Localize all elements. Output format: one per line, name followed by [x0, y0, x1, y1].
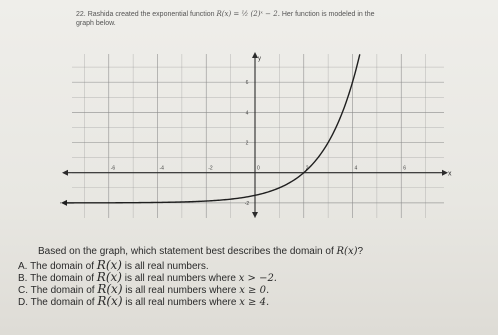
option-letter: D.	[18, 297, 28, 308]
question-end: ?	[357, 246, 364, 257]
option-rest: is all real numbers.	[124, 261, 209, 272]
curve-point	[303, 172, 304, 173]
problem-line2: graph below.	[76, 20, 116, 27]
option-fn: R(x)	[96, 258, 122, 272]
option-fn: R(x)	[96, 270, 122, 284]
option-c[interactable]	[18, 284, 277, 296]
x-tick-label: 2	[305, 165, 309, 172]
curve-point	[60, 202, 61, 203]
x-tick-label: -4	[159, 165, 164, 172]
curve-point	[108, 202, 109, 203]
problem-tail: Her function is modeled in the	[281, 11, 375, 18]
y-axis-label: y	[258, 56, 261, 62]
y-tick-label: -2	[244, 200, 250, 207]
x-tick-label: 0	[257, 165, 260, 172]
y-axis-arrow-bottom	[252, 212, 258, 218]
option-condition: x > −2.	[238, 273, 277, 284]
curve-arrow-left	[61, 200, 67, 206]
option-letter: C.	[18, 285, 28, 296]
x-axis-label: x	[448, 170, 452, 178]
curve-point	[352, 82, 353, 83]
question-body: Based on the graph, which statement best describes the domain of	[38, 246, 334, 257]
x-tick-label: -2	[208, 165, 213, 172]
problem-intro: Rashida created the exponential function	[87, 11, 215, 18]
curve-point	[254, 195, 255, 196]
question-text	[38, 246, 363, 257]
option-letter: B.	[18, 273, 28, 284]
curve-point	[157, 202, 158, 203]
option-condition: x ≥ 4.	[239, 297, 270, 308]
option-rest: is all real numbers where	[124, 273, 236, 284]
function-expression: R(x) = ½ (2)ˣ − 2.	[216, 10, 280, 18]
x-axis-arrow-left	[62, 170, 68, 176]
problem-prompt	[76, 10, 496, 28]
option-d[interactable]	[18, 296, 277, 308]
curve-point	[340, 117, 341, 118]
y-tick-label: 4	[245, 110, 249, 117]
option-text: The domain of	[30, 261, 94, 272]
question-target: R(x)	[336, 246, 358, 257]
option-text: The domain of	[30, 297, 95, 308]
x-tick-label: 6	[403, 165, 407, 172]
option-text: The domain of	[30, 285, 95, 296]
option-fn: R(x)	[97, 294, 123, 308]
option-text: The domain of	[30, 273, 94, 284]
y-tick-label: 6	[245, 80, 249, 87]
problem-number: 22.	[76, 11, 86, 18]
y-tick-label: 2	[245, 140, 249, 147]
option-rest: is all real numbers where	[125, 297, 237, 308]
x-tick-label: 4	[354, 165, 358, 172]
answer-options	[18, 260, 277, 308]
function-graph	[60, 44, 460, 224]
option-letter: A.	[18, 261, 28, 272]
option-condition: x ≥ 0.	[239, 285, 270, 296]
curve-point	[279, 187, 280, 188]
graph-svg	[60, 44, 460, 224]
curve-point	[206, 200, 207, 201]
x-tick-label: -6	[110, 165, 116, 172]
option-fn: R(x)	[97, 282, 123, 296]
option-b[interactable]	[18, 272, 277, 284]
function-curve	[65, 54, 360, 203]
option-a[interactable]	[18, 260, 277, 272]
curve-point	[328, 142, 329, 143]
option-rest: is all real numbers where	[125, 285, 237, 296]
